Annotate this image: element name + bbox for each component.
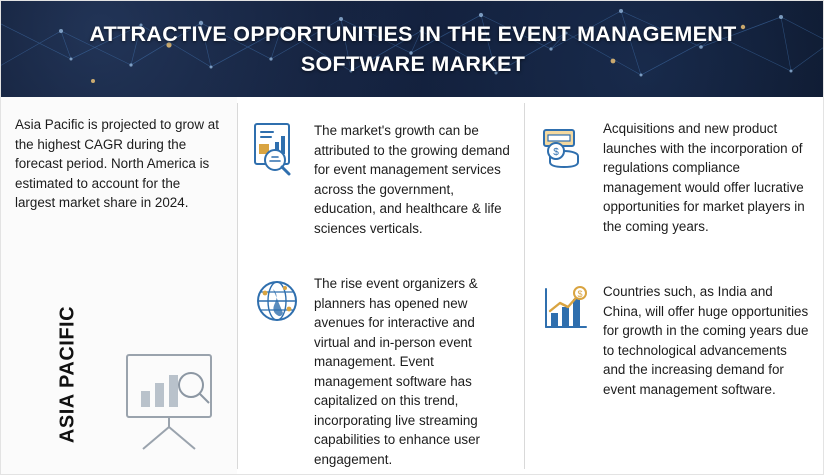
growth-bar-chart-dollar-icon [537,280,595,338]
svg-text:$: $ [553,147,559,158]
region-label-text: ASIA PACIFIC [56,305,79,444]
content-area [1,97,824,475]
insight-text: The market's growth can be attributed to the growing demand for event management services across the government, education, and healthcare & life sciences verticals. [314,123,510,236]
globe-network-icon [248,272,306,330]
insight-item [248,272,514,469]
money-coins-icon [537,117,595,175]
right-column [525,97,824,475]
middle-column [238,97,524,475]
insight-item [537,117,811,236]
insight-text: Acquisitions and new product launches with the incorporation of regulations compliance management would offer lucrative opportunities for market players in the coming years. [603,121,805,234]
insight-item [537,280,811,399]
page-title: ATTRACTIVE OPPORTUNITIES IN THE EVENT MANAGEMENT SOFTWARE MARKET [89,22,737,76]
lead-text: Asia Pacific is projected to grow at the highest CAGR during the forecast period. North America is estimated to account for the largest market share in 2024. [15,117,219,210]
chart-easel-magnifier-icon [105,347,233,457]
svg-text:$: $ [577,289,583,299]
header-banner [1,1,824,97]
insight-text: The rise event organizers & planners has opened new avenues for interactive and virtual and in-person event management. Event management software has capitalized on this trend, incorporating live streaming capabilities to enhance user engagement. [314,276,481,467]
left-column [1,97,237,475]
document-analytics-search-icon [248,119,306,177]
insight-text: Countries such, as India and China, will offer huge opportunities for growth in the coming years due to technological advancements and the increasing demand for event management software. [603,284,809,397]
insight-item [248,119,514,238]
